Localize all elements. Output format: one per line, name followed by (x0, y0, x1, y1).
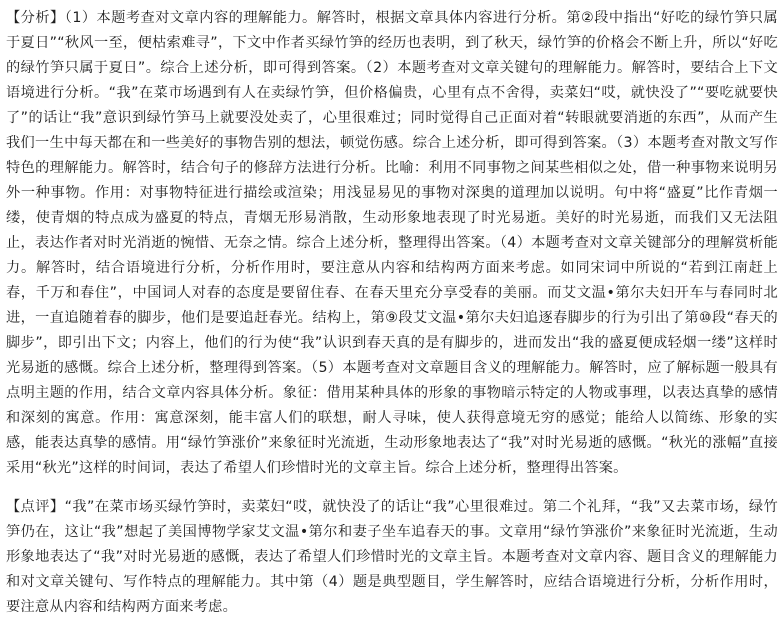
analysis-text: （1）本题考查对文章内容的理解能力。解答时，根据文章具体内容进行分析。第②段中指出“好吃的绿竹笋只属于夏日”“秋风一至，便枯索难寻”，下文中作者买绿竹笋的经历也表明，到了秋天，绿竹笋的价格会不断上升，所以“好吃的绿竹笋只属于夏日”。综合上述分析，即可得到答案。（2）本题考查对文章关键句的理解能力。解答时，要结合上下文语境进行分析。“我”在菜市场遇到有人在卖绿竹笋，但价格偏贵，心里有点不舍得，卖菜妇“哎，就快没了”“要吃就要快了”的话让“我”意识到绿竹笋马上就要没处卖了，心里很难过；同时觉得自己正面对着“转眼就要消逝的东西”，从而产生我们一生中每天都在和一些美好的事物告别的想法，顿觉伤感。综合上述分析，即可得到答案。（3）本题考查对散文写作特色的理解能力。解答时，结合句子的修辞方法进行分析。比喻：利用不同事物之间某些相似之处，借一种事物来说明另外一种事物。作用：对事物特征进行描绘或渲染；用浅显易见的事物对深奥的道理加以说明。句中将“盛夏”比作青烟一缕，使青烟的特点成为盛夏的特点，青烟无形易消散，生动形象地表现了时光易逝。美好的时光易逝，而我们又无法阻止，表达作者对时光消逝的惋惜、无奈之情。综合上述分析，整理得出答案。（4）本题考查对文章关键部分的理解赏析能力。解答时，结合语境进行分析，分析作用时，要注意从内容和结构两方面来考虑。如同宋词中所说的“若到江南赶上春，千万和春住”，中国词人对春的态度是要留住春、在春天里充分享受春的美丽。而艾文温•第尔夫妇开车与春同时北进，一直追随着春的脚步，他们是要追赶春光。结构上，第⑨段艾文温•第尔夫妇追逐春脚步的行为引出了第⑩段“春天的脚步”，即引出下文；内容上，他们的行为使“我”认识到春天真的是有脚步的，进而发出“我的盛夏便成轻烟一缕”这样时光易逝的感慨。综合上述分析，整理得到答案。（5）本题考查对文章题目含义的理解能力。解答时，应了解标题一般具有点明主题的作用，结合文章内容具体分析。象征：借用某种具体的形象的事物暗示特定的人物或事理，以表达真挚的感情和深刻的寓意。作用：寓意深刻，能丰富人们的联想，耐人寻味，使人获得意境无穷的感觉；能给人以简练、形象的实感，能表达真挚的感情。用“绿竹笋涨价”来象征时光流逝，生动形象地表达了“我”对时光易逝的感慨。“秋光的涨幅”直接采用“秋光”这样的时间词，表达了希望人们珍惜时光的文章主旨。综合上述分析，整理得出答案。 (6, 10, 778, 476)
comment-paragraph (6, 495, 778, 620)
comment-tag: 【点评】 (6, 499, 65, 515)
comment-text: “我”在菜市场买绿竹笋时，卖菜妇“哎，就快没了的话让“我”心里很难过。第二个礼拜，“我”又去菜市场，绿竹笋仍在，这让“我”想起了美国博物学家艾文温•第尔和妻子坐车追春天的事。文章用“绿竹笋涨价”来象征时光流逝，生动形象地表达了“我”对时光易逝的感慨，表达了希望人们珍惜时光的文章主旨。本题考查对文章内容、题目含义的理解能力和对文章关键句、写作特点的理解能力。其中第（4）题是典型题目，学生解答时，应结合语境进行分析，分析作用时，要注意从内容和结构两方面来考虑。 (6, 499, 778, 615)
analysis-tag: 【分析】 (6, 10, 65, 26)
analysis-paragraph (6, 6, 778, 481)
